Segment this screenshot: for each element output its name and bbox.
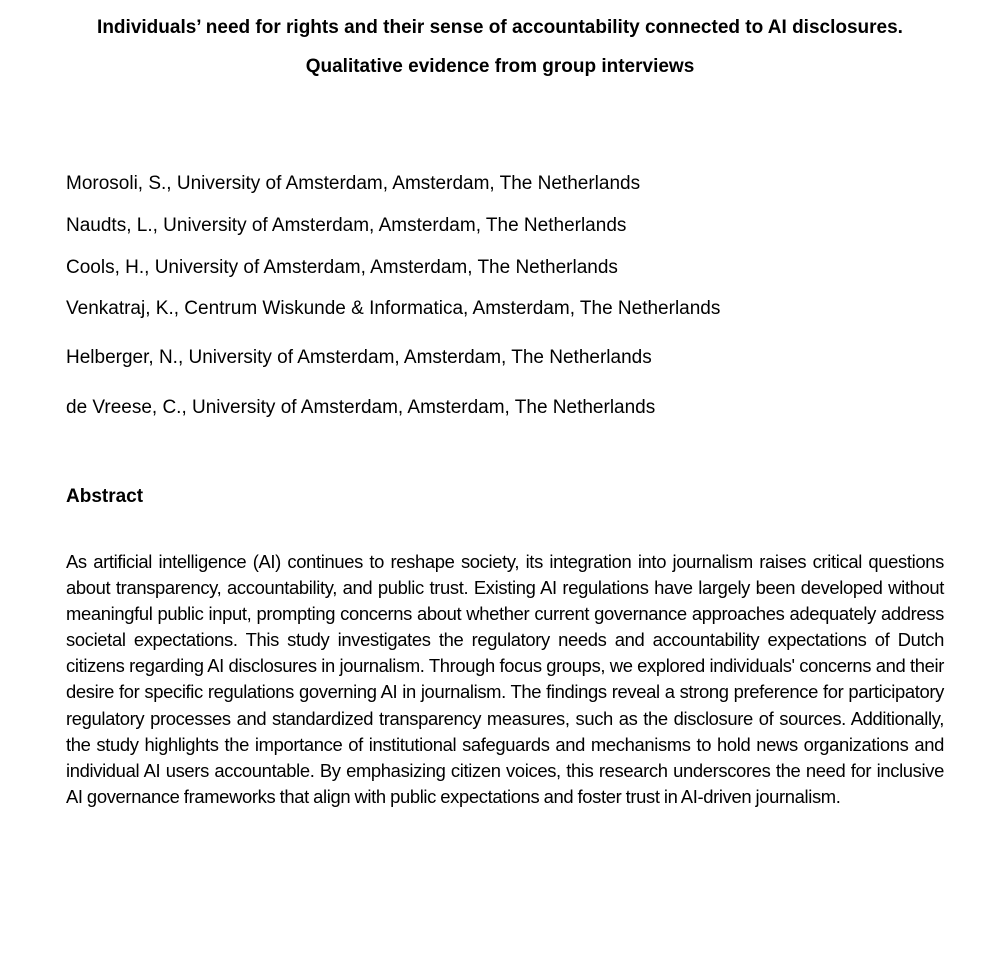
paper-title-line-1: Individuals’ need for rights and their sense of accountability connected to AI disclosures. [97, 17, 903, 38]
author-line: Helberger, N., University of Amsterdam, Amsterdam, The Netherlands [66, 347, 652, 368]
abstract-heading: Abstract [66, 486, 144, 507]
abstract-body: As artificial intelligence (AI) continues to reshape society, its integration into journalism raises critical questions about transparency, accountability, and public trust. Existing AI regulations have largely been developed without meaningful public input, prompting concerns about whether current governance approaches adequately address societal expectations. This study investigates the regulatory needs and accountability expectations of Dutch citizens regarding AI disclosures in journalism. Through focus groups, we explored individuals' concerns and their desire for specific regulations governing AI in journalism. The findings reveal a strong preference for participatory regulatory processes and standardized transparency measures, such as the disclosure of sources. Additionally, the study highlights the importance of institutional safeguards and mechanisms to hold news organizations and individual AI users accountable. By emphasizing citizen voices, this research underscores the need for inclusive AI governance frameworks that align with public expectations and foster trust in AI-driven journalism. [66, 551, 944, 807]
author-line: Naudts, L., University of Amsterdam, Amsterdam, The Netherlands [66, 215, 627, 236]
author-line: Venkatraj, K., Centrum Wiskunde & Informatica, Amsterdam, The Netherlands [66, 298, 721, 319]
author-line: Cools, H., University of Amsterdam, Amsterdam, The Netherlands [66, 257, 618, 278]
author-line: de Vreese, C., University of Amsterdam, Amsterdam, The Netherlands [66, 397, 656, 418]
paper-title-line-2: Qualitative evidence from group interviews [305, 56, 695, 77]
author-line: Morosoli, S., University of Amsterdam, Amsterdam, The Netherlands [66, 173, 641, 194]
